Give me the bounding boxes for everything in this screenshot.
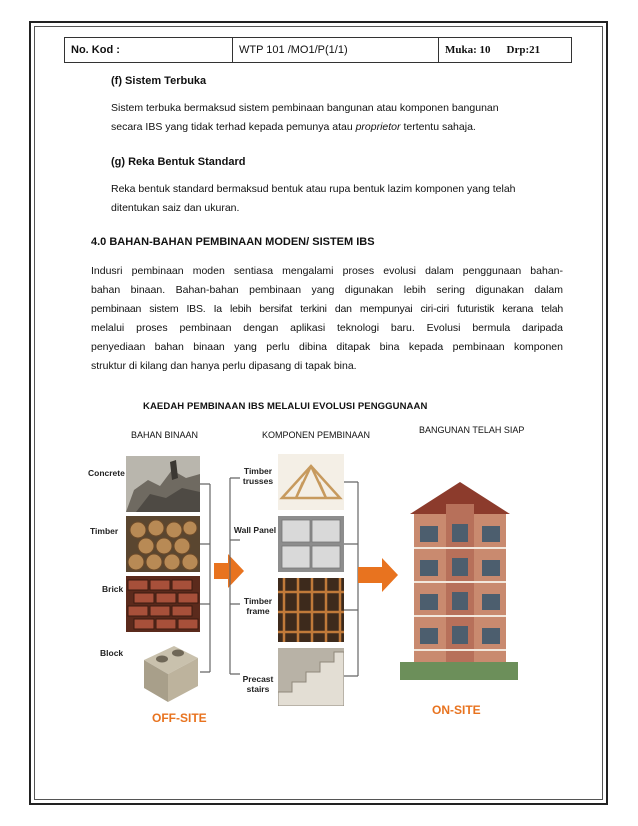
component-label-precast-stairs: Precast stairs xyxy=(242,674,274,694)
page-info xyxy=(439,38,571,62)
diagram-title: KAEDAH PEMBINAAN IBS MELALUI EVOLUSI PENGGUNAAN xyxy=(143,401,428,412)
section-f-title: (f) Sistem Terbuka xyxy=(111,75,207,87)
component-label-timber-frame: Timber frame xyxy=(243,596,273,616)
section-4-line-3: pembinaan sistem IBS. Ia lebih bersifat terkini dan mempunyai ciri-ciri futuristik kerana telah xyxy=(91,303,563,315)
section-4-title: 4.0 BAHAN-BAHAN PEMBINAAN MODEN/ SISTEM IBS xyxy=(91,236,375,248)
section-f-line-1: Sistem terbuka bermaksud sistem pembinaan bangunan atau komponen bangunan xyxy=(111,102,499,114)
section-f-body xyxy=(111,99,541,137)
column-label-components: KOMPONEN PEMBINAAN xyxy=(262,430,371,440)
on-site-label: ON-SITE xyxy=(432,703,481,717)
timber-image xyxy=(126,516,200,572)
section-4-line-1: Indusri pembinaan moden sentiasa mengalami proses evolusi dalam penggunaan bahan- xyxy=(91,265,563,277)
document-header-table xyxy=(64,37,572,63)
component-label-wall-panel: Wall Panel xyxy=(233,525,277,535)
section-4-line-5: penyediaan bahan binaan yang perlu dibina ditapak bina kepada pembinaan komponen xyxy=(91,341,563,353)
kod-label: No. Kod : xyxy=(65,38,233,62)
section-f-line-2: secara IBS yang tidak terhad kepada pemunya atau proprietor tertentu sahaja. xyxy=(111,121,476,133)
section-4-line-2: bahan binaan. Bahan-bahan pembinaan yang digunakan lebih sering digunakan dalam xyxy=(91,284,563,296)
muka-label: Muka: 10 xyxy=(445,44,491,56)
finished-building-image xyxy=(400,474,518,680)
section-4-line-4: melalui proses pembinaan dengan aplikasi teknologi baru. Evolusi bermula daripada xyxy=(91,322,563,334)
arrow-right-icon-2 xyxy=(358,558,398,592)
timber-trusses-image xyxy=(278,454,344,510)
section-g-line-1: Reka bentuk standard bermaksud bentuk atau rupa bentuk lazim komponen yang telah xyxy=(111,183,516,195)
component-bracket xyxy=(228,448,240,708)
section-g-body xyxy=(111,180,551,218)
component-label-timber-trusses: Timber trusses xyxy=(242,466,274,486)
section-4-line-6: struktur di kilang dan hanya perlu dipasang di tapak bina. xyxy=(91,360,357,372)
kod-value: WTP 101 /MO1/P(1/1) xyxy=(233,38,439,62)
precast-stairs-image xyxy=(278,648,344,706)
section-g-line-2: ditentukan saiz dan ukuran. xyxy=(111,202,240,214)
ibs-evolution-figure xyxy=(88,448,530,730)
section-4-body xyxy=(91,262,563,376)
material-label-brick: Brick xyxy=(102,584,124,594)
section-g-title: (g) Reka Bentuk Standard xyxy=(111,156,246,168)
drp-label: Drp:21 xyxy=(506,44,541,56)
column-label-finished-building: BANGUNAN TELAH SIAP xyxy=(419,425,525,435)
material-label-concrete: Concrete xyxy=(88,468,125,478)
timber-frame-image xyxy=(278,578,344,642)
material-label-timber: Timber xyxy=(90,526,119,536)
material-label-block: Block xyxy=(100,648,124,658)
brick-image xyxy=(126,576,200,632)
off-site-label: OFF-SITE xyxy=(152,711,207,725)
column-label-materials: BAHAN BINAAN xyxy=(131,430,199,440)
block-image xyxy=(138,636,202,708)
concrete-image xyxy=(126,456,200,512)
wall-panel-image xyxy=(278,516,344,572)
